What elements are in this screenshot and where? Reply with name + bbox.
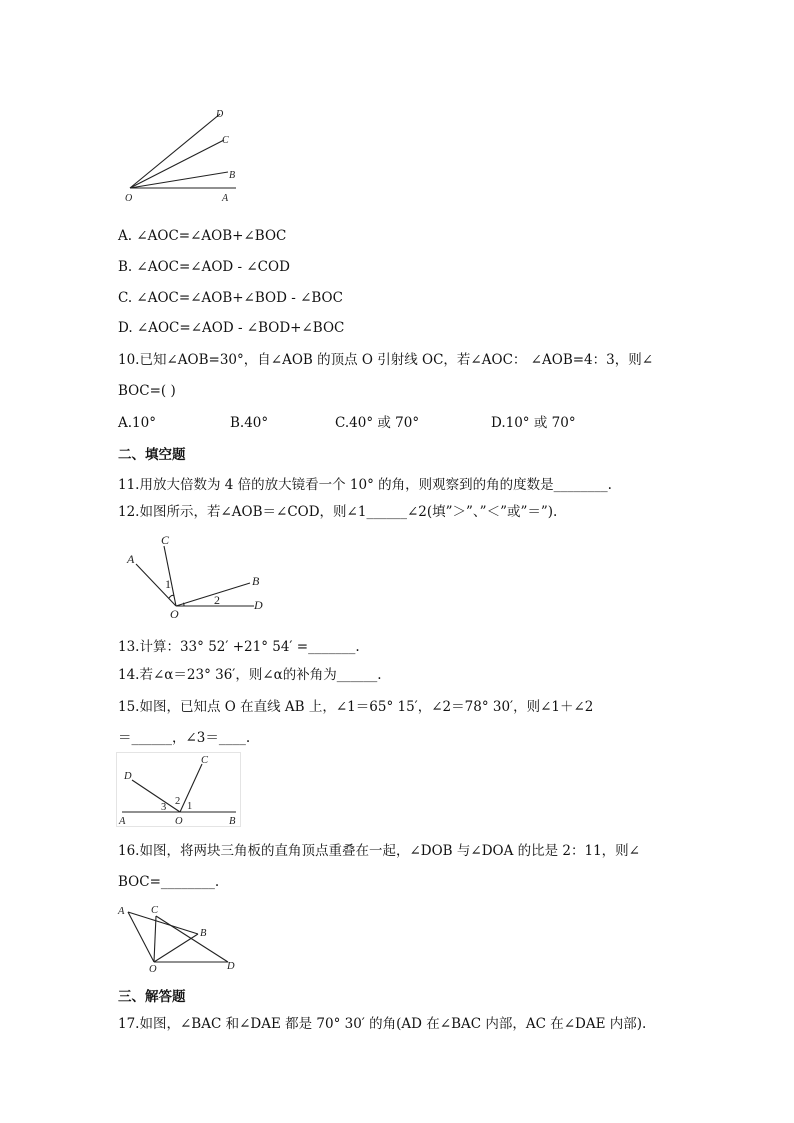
label-A: A [222, 193, 229, 204]
label-B: B [252, 574, 260, 588]
label-D: D [124, 771, 132, 782]
arc-angle-1 [169, 595, 174, 598]
figure-q12-angles [118, 528, 278, 620]
label-angle-1: 1 [187, 801, 193, 812]
label-angle-3: 3 [161, 802, 167, 813]
label-B: B [200, 928, 207, 939]
label-C: C [201, 755, 209, 766]
label-D: D [227, 961, 235, 972]
label-D: D [216, 109, 224, 120]
q10-option-c: C.40° 或 70° [335, 415, 420, 431]
segment-CD [156, 916, 228, 962]
q9-option-b: B. ∠AOC=∠AOD - ∠COD [118, 259, 290, 275]
section-3-heading: 三、解答题 [118, 989, 186, 1005]
q13-text: 13.计算：33° 52′ +21° 54′ =_______. [118, 639, 360, 655]
q11-text: 11.用放大倍数为 4 倍的放大镜看一个 10° 的角，则观察到的角的度数是________. [118, 477, 612, 493]
figure-q16-set-squares [116, 902, 246, 974]
segment-AB [128, 912, 198, 934]
q10-option-d: D.10° 或 70° [491, 415, 576, 431]
q10-text-line2: BOC=( ) [118, 383, 176, 399]
label-B: B [229, 816, 236, 827]
q9-option-a: A. ∠AOC=∠AOB+∠BOC [118, 228, 287, 244]
ray-OD [132, 780, 180, 812]
segment-CO [154, 916, 156, 962]
ray-OB [176, 583, 250, 606]
q12-text: 12.如图所示，若∠AOB＝∠COD，则∠1______∠2(填”＞”、”＜”或”＝”). [118, 504, 558, 520]
label-A: A [127, 552, 135, 566]
q9-option-d: D. ∠AOC=∠AOD - ∠BOD+∠BOC [118, 320, 345, 336]
label-C: C [161, 533, 170, 547]
q17-text: 17.如图，∠BAC 和∠DAE 都是 70° 30′ 的角(AD 在∠BAC 内部，AC 在∠DAE 内部). [118, 1016, 647, 1032]
q16-text-line2: BOC=________. [118, 874, 220, 890]
q15-text-line2: ＝______，∠3＝____. [118, 730, 251, 746]
section-2-heading: 二、填空题 [118, 447, 186, 463]
q14-text: 14.若∠α＝23° 36′，则∠α的补角为______. [118, 667, 382, 683]
label-O: O [170, 607, 179, 620]
q16-text-line1: 16.如图，将两块三角板的直角顶点重叠在一起，∠DOB 与∠DOA 的比是 2：11，则∠ [118, 843, 640, 859]
label-angle-2: 2 [214, 593, 220, 607]
label-angle-2: 2 [175, 796, 181, 807]
label-C: C [222, 135, 229, 146]
label-B: B [229, 170, 236, 181]
q10-option-b: B.40° [230, 415, 269, 431]
label-O: O [125, 193, 133, 204]
figure-q15-straight-line [116, 752, 242, 828]
label-angle-1: 1 [165, 577, 171, 591]
label-A: A [119, 816, 126, 827]
q10-option-a: A.10° [118, 415, 156, 431]
label-D: D [254, 598, 263, 612]
label-O: O [149, 964, 157, 974]
q10-text-line1: 10.已知∠AOB=30°，自∠AOB 的顶点 O 引射线 OC，若∠AOC： ∠AOB=4：3，则∠ [118, 352, 654, 368]
label-C: C [151, 905, 159, 916]
q15-text-line1: 15.如图，已知点 O 在直线 AB 上，∠1＝65° 15′，∠2＝78° 30′，则∠1＋∠2 [118, 699, 594, 715]
ray-OD [130, 114, 220, 188]
q9-option-c: C. ∠AOC=∠AOB+∠BOD - ∠BOC [118, 290, 343, 306]
label-O: O [175, 816, 183, 827]
label-A: A [118, 906, 125, 917]
figure-q9-rays [118, 100, 268, 210]
